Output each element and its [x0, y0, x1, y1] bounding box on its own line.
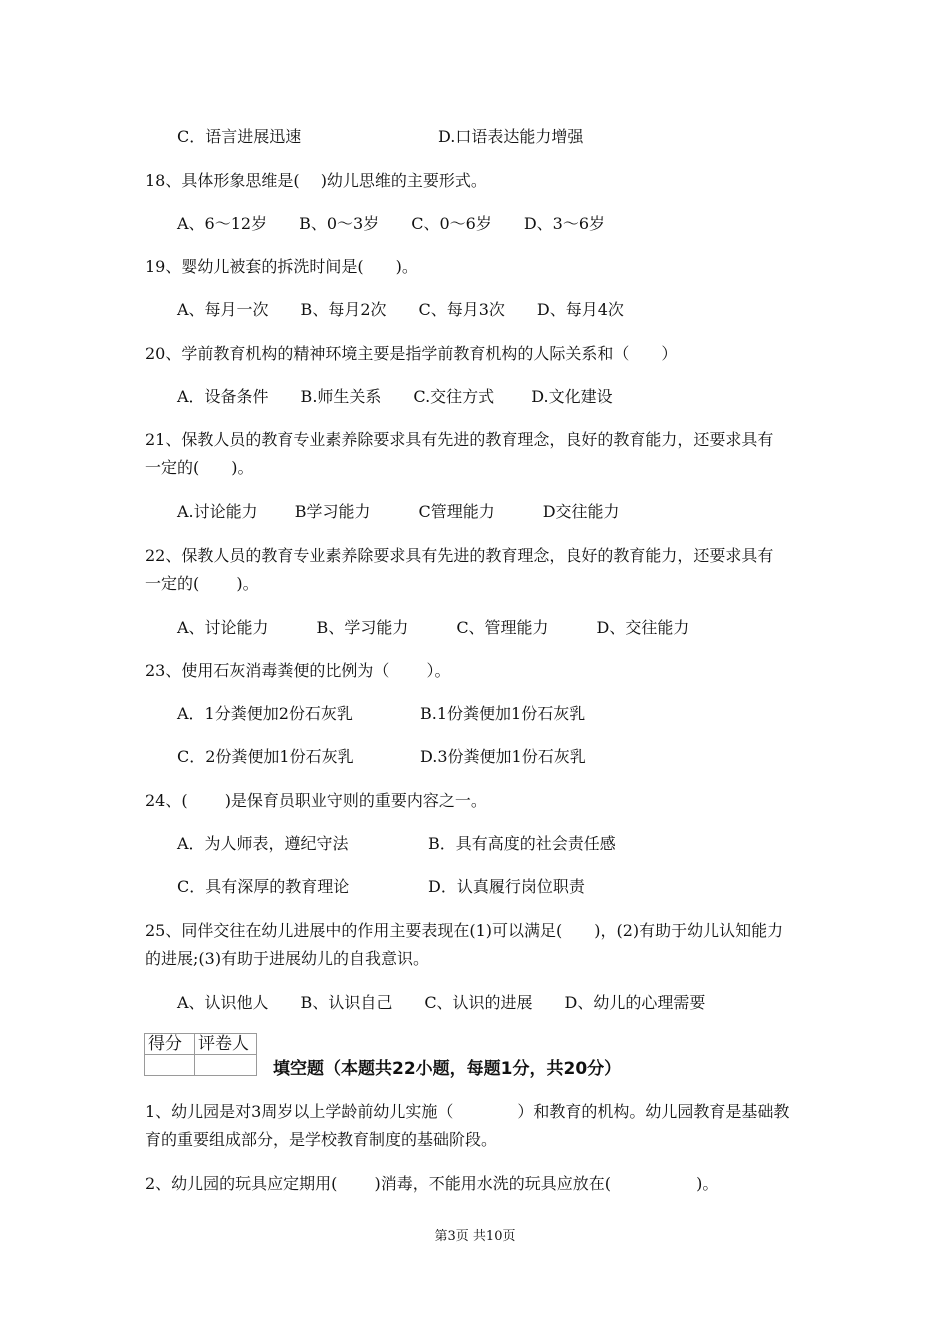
q19-options: A、每月一次 B、每月2次 C、每月3次 D、每月4次 [177, 300, 624, 319]
q24-option-d: D．认真履行岗位职责 [428, 877, 585, 896]
fill-1-line1: 1、幼儿园是对3周岁以上学龄前幼儿实施（ ）和教育的机构。幼儿园教育是基础教 [145, 1102, 790, 1121]
q19-stem: 19、婴幼儿被套的拆洗时间是( )。 [145, 257, 418, 276]
q25-options: A、认识他人 B、认识自己 C、认识的进展 D、幼儿的心理需要 [177, 993, 706, 1012]
q18-stem: 18、具体形象思维是( )幼儿思维的主要形式。 [145, 171, 487, 190]
q24-option-b: B．具有高度的社会责任感 [428, 834, 616, 853]
q24-stem: 24、( )是保育员职业守则的重要内容之一。 [145, 791, 487, 810]
q20-stem: 20、学前教育机构的精神环境主要是指学前教育机构的人际关系和（ ） [145, 344, 678, 363]
q22-options: A、讨论能力 B、学习能力 C、管理能力 D、交往能力 [177, 618, 690, 637]
q21-stem-line2: 一定的( )。 [145, 458, 254, 477]
q21-stem-line1: 21、保教人员的教育专业素养除要求具有先进的教育理念，良好的教育能力，还要求具有 [145, 430, 774, 449]
q23-option-d: D.3份粪便加1份石灰乳 [420, 747, 586, 766]
q18-options: A、6～12岁 B、0～3岁 C、0～6岁 D、3～6岁 [177, 214, 606, 233]
page-footer: 第3页 共10页 [434, 1229, 516, 1244]
q23-option-c: C．2份粪便加1份石灰乳 [177, 747, 354, 766]
q17-option-c: C．语言进展迅速 [177, 127, 302, 146]
q23-stem: 23、使用石灰消毒粪便的比例为（ ）。 [145, 661, 451, 680]
q22-stem-line2: 一定的( )。 [145, 574, 259, 593]
score-label: 得分 [145, 1034, 195, 1055]
q25-stem-line1: 25、同伴交往在幼儿进展中的作用主要表现在(1)可以满足( )，(2)有助于幼儿认知能力 [145, 921, 784, 940]
grader-field[interactable] [195, 1055, 257, 1076]
q21-options: A.讨论能力 B学习能力 C管理能力 D交往能力 [177, 502, 620, 521]
score-box [144, 1033, 257, 1076]
grader-label: 评卷人 [195, 1034, 257, 1055]
section-title: 填空题（本题共22小题，每题1分，共20分） [273, 1059, 622, 1079]
fill-2: 2、幼儿园的玩具应定期用( )消毒，不能用水洗的玩具应放在( )。 [145, 1174, 719, 1193]
q24-option-c: C．具有深厚的教育理论 [177, 877, 350, 896]
q24-option-a: A．为人师表，遵纪守法 [177, 834, 349, 853]
q25-stem-line2: 的进展;(3)有助于进展幼儿的自我意识。 [145, 949, 430, 968]
q17-option-d: D.口语表达能力增强 [438, 127, 584, 146]
q22-stem-line1: 22、保教人员的教育专业素养除要求具有先进的教育理念，良好的教育能力，还要求具有 [145, 546, 774, 565]
q23-option-a: A．1分粪便加2份石灰乳 [177, 704, 353, 723]
q23-option-b: B.1份粪便加1份石灰乳 [420, 704, 586, 723]
q20-options: A．设备条件 B.师生关系 C.交往方式 D.文化建设 [177, 387, 613, 406]
fill-1-line2: 育的重要组成部分，是学校教育制度的基础阶段。 [145, 1130, 498, 1149]
score-field[interactable] [145, 1055, 195, 1076]
